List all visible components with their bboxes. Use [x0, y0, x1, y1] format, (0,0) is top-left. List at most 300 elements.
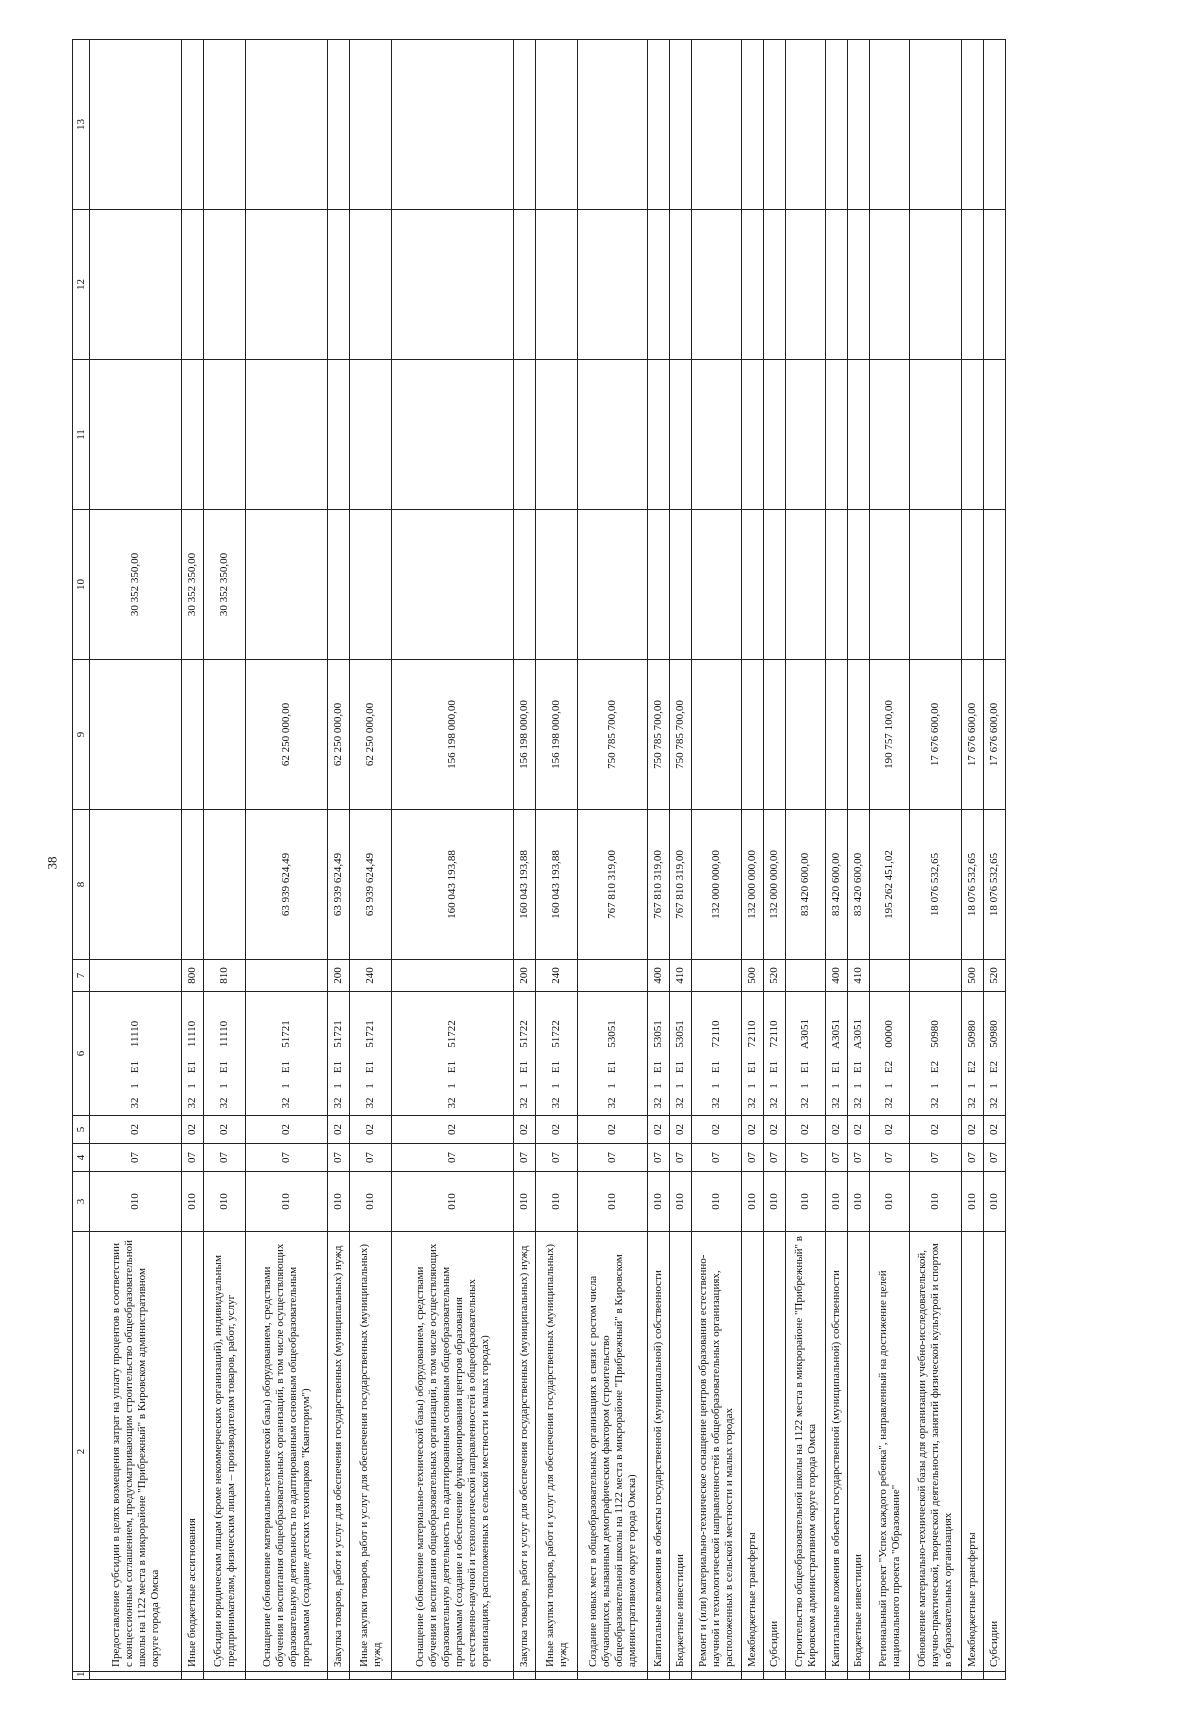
amount-col8: 63 939 624,49	[246, 810, 328, 960]
target-article-part: E1	[186, 1060, 198, 1074]
target-article-part: 1	[550, 1083, 562, 1089]
target-article-part: 32	[929, 1097, 941, 1109]
amount-col10	[648, 510, 670, 660]
amount-col12	[670, 210, 692, 360]
amount-col8: 18 076 532,65	[910, 810, 962, 960]
table-row	[962, 40, 984, 1680]
expense-type-code	[246, 960, 328, 992]
section-code: 07	[328, 1144, 350, 1172]
amount-col12	[962, 210, 984, 360]
target-article-part: 51721	[280, 1020, 292, 1048]
amount-col10	[692, 510, 742, 660]
amount-col9	[826, 660, 848, 810]
ministry-code: 010	[182, 1172, 204, 1232]
amount-col8: 63 939 624,49	[350, 810, 392, 960]
section-code: 07	[246, 1144, 328, 1172]
amount-col9: 62 250 000,00	[328, 660, 350, 810]
ministry-code: 010	[764, 1172, 786, 1232]
row-name: Закупка товаров, работ и услуг для обеспечения государственных (муниципальных) нужд	[328, 1232, 350, 1672]
target-article-code	[786, 992, 826, 1116]
table-row	[648, 40, 670, 1680]
target-article-code	[670, 992, 692, 1116]
amount-col10	[514, 510, 536, 660]
header-cell: 8	[73, 810, 90, 960]
target-article-part: 11110	[129, 1020, 141, 1048]
table-row	[246, 40, 328, 1680]
target-article-part: E2	[966, 1060, 978, 1074]
table-row	[328, 40, 350, 1680]
expense-type-code: 520	[764, 960, 786, 992]
target-article-code	[350, 992, 392, 1116]
row-number-cell	[910, 1672, 962, 1680]
amount-col12	[848, 210, 870, 360]
header-cell: 7	[73, 960, 90, 992]
amount-col13	[246, 40, 328, 210]
amount-col12	[984, 210, 1006, 360]
amount-col11	[204, 360, 246, 510]
amount-col13	[392, 40, 514, 210]
ministry-code: 010	[692, 1172, 742, 1232]
target-article-part: 51722	[446, 1020, 458, 1048]
row-number-cell	[182, 1672, 204, 1680]
row-name: Иные закупки товаров, работ и услуг для обеспечения государственных (муниципальных) нужд	[536, 1232, 578, 1672]
amount-col9: 17 676 600,00	[962, 660, 984, 810]
target-article-part: 32	[830, 1097, 842, 1109]
target-article-code	[246, 992, 328, 1116]
section-code: 07	[578, 1144, 648, 1172]
row-number-cell	[962, 1672, 984, 1680]
amount-col12	[742, 210, 764, 360]
row-name: Субсидии	[764, 1232, 786, 1672]
target-article-part: 32	[218, 1097, 230, 1109]
amount-col13	[90, 40, 182, 210]
subsection-code: 02	[826, 1116, 848, 1144]
target-article-part: E2	[988, 1060, 1000, 1074]
subsection-code: 02	[742, 1116, 764, 1144]
target-article-part: 11110	[218, 1020, 230, 1048]
row-number-cell	[204, 1672, 246, 1680]
row-name: Оснащение (обновление материально-технической базы) оборудованием, средствами обучения и воспитания общеобразовательных организаций, в том числе осуществляющих образовательную деятельность по адаптированным основным общеобразовательным программам (создание детских технопарков "Кванториум")	[246, 1232, 328, 1672]
target-article-part: 32	[746, 1097, 758, 1109]
amount-col13	[578, 40, 648, 210]
target-article-code	[826, 992, 848, 1116]
header-cell: 1	[73, 1672, 90, 1680]
row-name: Обновление материально-технической базы для организации учебно-исследовательской, научно-практической, творческой деятельности, занятий физической культурой и спортом в образовательных организациях	[910, 1232, 962, 1672]
amount-col8: 83 420 600,00	[848, 810, 870, 960]
amount-col9: 62 250 000,00	[350, 660, 392, 810]
amount-col8	[182, 810, 204, 960]
target-article-part: E1	[799, 1060, 811, 1074]
amount-col12	[536, 210, 578, 360]
expense-type-code	[392, 960, 514, 992]
row-number-cell	[870, 1672, 910, 1680]
table-row	[984, 40, 1006, 1680]
subsection-code: 02	[848, 1116, 870, 1144]
row-number-cell	[536, 1672, 578, 1680]
header-cell: 10	[73, 510, 90, 660]
amount-col8: 132 000 000,00	[692, 810, 742, 960]
target-article-code	[578, 992, 648, 1116]
target-article-part: 1	[129, 1083, 141, 1089]
amount-col12	[764, 210, 786, 360]
target-article-part: 1	[710, 1083, 722, 1089]
row-number-cell	[514, 1672, 536, 1680]
amount-col13	[742, 40, 764, 210]
target-article-part: 53051	[606, 1020, 618, 1048]
amount-col9	[764, 660, 786, 810]
table-row	[182, 40, 204, 1680]
row-number-cell	[984, 1672, 1006, 1680]
amount-col11	[578, 360, 648, 510]
expense-type-code: 500	[742, 960, 764, 992]
page-number: 38	[44, 856, 60, 870]
amount-col10	[392, 510, 514, 660]
section-code: 07	[910, 1144, 962, 1172]
target-article-code	[328, 992, 350, 1116]
amount-col10: 30 352 350,00	[182, 510, 204, 660]
target-article-part: 32	[518, 1097, 530, 1109]
target-article-code	[848, 992, 870, 1116]
target-article-code	[984, 992, 1006, 1116]
target-article-part: 1	[446, 1083, 458, 1089]
target-article-part: 32	[446, 1097, 458, 1109]
expense-type-code	[786, 960, 826, 992]
amount-col13	[692, 40, 742, 210]
target-article-part: 32	[129, 1097, 141, 1109]
ministry-code: 010	[392, 1172, 514, 1232]
amount-col11	[182, 360, 204, 510]
amount-col11	[648, 360, 670, 510]
amount-col12	[910, 210, 962, 360]
section-code: 07	[514, 1144, 536, 1172]
table-row	[764, 40, 786, 1680]
target-article-code	[392, 992, 514, 1116]
row-name: Иные закупки товаров, работ и услуг для обеспечения государственных (муниципальных) нужд	[350, 1232, 392, 1672]
table-row	[514, 40, 536, 1680]
table-row	[536, 40, 578, 1680]
amount-col13	[648, 40, 670, 210]
amount-col12	[246, 210, 328, 360]
target-article-part: 32	[988, 1097, 1000, 1109]
header-cell: 12	[73, 210, 90, 360]
amount-col10	[786, 510, 826, 660]
row-name: Бюджетные инвестиции	[670, 1232, 692, 1672]
amount-col13	[204, 40, 246, 210]
amount-col10	[350, 510, 392, 660]
amount-col9: 17 676 600,00	[984, 660, 1006, 810]
amount-col11	[962, 360, 984, 510]
target-article-part: 1	[364, 1083, 376, 1089]
target-article-part: E1	[674, 1060, 686, 1074]
amount-col11	[848, 360, 870, 510]
subsection-code: 02	[764, 1116, 786, 1144]
section-code: 07	[182, 1144, 204, 1172]
amount-col12	[870, 210, 910, 360]
row-number-cell	[328, 1672, 350, 1680]
table-row	[90, 40, 182, 1680]
section-code: 07	[786, 1144, 826, 1172]
section-code: 07	[962, 1144, 984, 1172]
table-body	[73, 40, 1006, 1680]
target-article-part: 1	[606, 1083, 618, 1089]
target-article-part: 32	[186, 1097, 198, 1109]
rotated-table-wrapper	[72, 40, 1172, 1680]
amount-col8: 132 000 000,00	[742, 810, 764, 960]
amount-col12	[392, 210, 514, 360]
ministry-code: 010	[514, 1172, 536, 1232]
amount-col8: 18 076 532,65	[984, 810, 1006, 960]
ministry-code: 010	[962, 1172, 984, 1232]
table-row	[742, 40, 764, 1680]
amount-col11	[764, 360, 786, 510]
target-article-part: E1	[606, 1060, 618, 1074]
target-article-part: 72110	[710, 1020, 722, 1048]
amount-col11	[536, 360, 578, 510]
amount-col8	[90, 810, 182, 960]
target-article-part: 1	[799, 1083, 811, 1089]
ministry-code: 010	[204, 1172, 246, 1232]
amount-col8: 63 939 624,49	[328, 810, 350, 960]
row-name: Ремонт и (или) материально-техническое оснащение центров образования естественно-научной и технологической направленностей в общеобразовательных организациях, расположенных в сельской местности и малых городах	[692, 1232, 742, 1672]
target-article-part: 1	[186, 1083, 198, 1089]
target-article-part: 51722	[550, 1020, 562, 1048]
amount-col9	[742, 660, 764, 810]
ministry-code: 010	[786, 1172, 826, 1232]
row-name: Бюджетные инвестиции	[848, 1232, 870, 1672]
header-cell: 2	[73, 1232, 90, 1672]
amount-col12	[328, 210, 350, 360]
amount-col11	[514, 360, 536, 510]
header-cell: 5	[73, 1116, 90, 1144]
row-number-cell	[670, 1672, 692, 1680]
target-article-code	[514, 992, 536, 1116]
target-article-part: E1	[550, 1060, 562, 1074]
amount-col9: 750 785 700,00	[578, 660, 648, 810]
target-article-part: E1	[746, 1060, 758, 1074]
section-code: 07	[90, 1144, 182, 1172]
target-article-part: 50980	[929, 1020, 941, 1048]
ministry-code: 010	[90, 1172, 182, 1232]
target-article-part: А3051	[799, 1019, 811, 1049]
subsection-code: 02	[984, 1116, 1006, 1144]
table-row	[826, 40, 848, 1680]
row-number-cell	[246, 1672, 328, 1680]
target-article-part: 1	[518, 1083, 530, 1089]
target-article-part: 72110	[746, 1020, 758, 1048]
amount-col12	[182, 210, 204, 360]
amount-col8: 195 262 451,02	[870, 810, 910, 960]
target-article-part: 32	[710, 1097, 722, 1109]
ministry-code: 010	[578, 1172, 648, 1232]
section-code: 07	[350, 1144, 392, 1172]
header-row	[73, 40, 90, 1680]
expense-type-code	[692, 960, 742, 992]
section-code: 07	[826, 1144, 848, 1172]
amount-col8: 160 043 193,88	[536, 810, 578, 960]
ministry-code: 010	[826, 1172, 848, 1232]
ministry-code: 010	[350, 1172, 392, 1232]
ministry-code: 010	[848, 1172, 870, 1232]
target-article-part: E1	[518, 1060, 530, 1074]
row-number-cell	[786, 1672, 826, 1680]
amount-col11	[984, 360, 1006, 510]
amount-col10	[670, 510, 692, 660]
target-article-code	[910, 992, 962, 1116]
target-article-part: 32	[280, 1097, 292, 1109]
row-name: Субсидии	[984, 1232, 1006, 1672]
table-row	[392, 40, 514, 1680]
row-name: Создание новых мест в общеобразовательных организациях в связи с ростом числа обучающихся, вызванным демографическим фактором (строительство общеобразовательной школы на 1122 места в микрорайоне "Прибрежный" в Кировском административном округе города Омска)	[578, 1232, 648, 1672]
target-article-part: 51721	[364, 1020, 376, 1048]
amount-col8: 18 076 532,65	[962, 810, 984, 960]
amount-col11	[246, 360, 328, 510]
amount-col11	[692, 360, 742, 510]
section-code: 07	[536, 1144, 578, 1172]
table-row	[692, 40, 742, 1680]
amount-col9	[90, 660, 182, 810]
amount-col10: 30 352 350,00	[90, 510, 182, 660]
amount-col13	[984, 40, 1006, 210]
amount-col9: 156 198 000,00	[392, 660, 514, 810]
amount-col11	[910, 360, 962, 510]
row-number-cell	[692, 1672, 742, 1680]
section-code: 07	[692, 1144, 742, 1172]
amount-col11	[870, 360, 910, 510]
target-article-part: E1	[364, 1060, 376, 1074]
target-article-part: 1	[988, 1083, 1000, 1089]
ministry-code: 010	[536, 1172, 578, 1232]
header-cell: 13	[73, 40, 90, 210]
subsection-code: 02	[786, 1116, 826, 1144]
amount-col11	[392, 360, 514, 510]
amount-col13	[786, 40, 826, 210]
subsection-code: 02	[392, 1116, 514, 1144]
target-article-code	[870, 992, 910, 1116]
target-article-part: 53051	[652, 1020, 664, 1048]
row-name: Межбюджетные трансферты	[742, 1232, 764, 1672]
amount-col11	[786, 360, 826, 510]
amount-col10	[870, 510, 910, 660]
amount-col9	[692, 660, 742, 810]
amount-col13	[350, 40, 392, 210]
target-article-part: 32	[966, 1097, 978, 1109]
amount-col12	[90, 210, 182, 360]
target-article-part: 32	[852, 1097, 864, 1109]
expense-type-code	[578, 960, 648, 992]
amount-col13	[670, 40, 692, 210]
amount-col10	[246, 510, 328, 660]
budget-table	[72, 39, 1006, 1680]
table-row	[204, 40, 246, 1680]
row-name: Капитальные вложения в объекты государственной (муниципальной) собственности	[826, 1232, 848, 1672]
amount-col11	[328, 360, 350, 510]
subsection-code: 02	[328, 1116, 350, 1144]
ministry-code: 010	[648, 1172, 670, 1232]
ministry-code: 010	[910, 1172, 962, 1232]
amount-col12	[692, 210, 742, 360]
target-article-part: 50980	[988, 1020, 1000, 1048]
subsection-code: 02	[182, 1116, 204, 1144]
amount-col8: 83 420 600,00	[786, 810, 826, 960]
table-row	[848, 40, 870, 1680]
subsection-code: 02	[350, 1116, 392, 1144]
section-code: 07	[670, 1144, 692, 1172]
target-article-part: 32	[768, 1097, 780, 1109]
ministry-code: 010	[246, 1172, 328, 1232]
target-article-part: 32	[606, 1097, 618, 1109]
amount-col12	[514, 210, 536, 360]
expense-type-code: 240	[350, 960, 392, 992]
amount-col12	[648, 210, 670, 360]
row-name: Строительство общеобразовательной школы на 1122 места в микрорайоне "Прибрежный" в Кировском административном округе города Омска	[786, 1232, 826, 1672]
expense-type-code	[870, 960, 910, 992]
target-article-code	[90, 992, 182, 1116]
amount-col11	[826, 360, 848, 510]
row-name: Оснащение (обновление материально-технической базы) оборудованием, средствами обучения и воспитания общеобразовательных организаций, в том числе осуществляющих образовательную деятельность по адаптированным основным общеобразовательным программам (создание и обеспечение функционирования центров образования естественно-научной и технологической направленностей в общеобразовательных организациях, расположенных в сельской местности и малых городах)	[392, 1232, 514, 1672]
ministry-code: 010	[742, 1172, 764, 1232]
amount-col9: 156 198 000,00	[536, 660, 578, 810]
target-article-part: E1	[446, 1060, 458, 1074]
header-cell: 6	[73, 992, 90, 1116]
amount-col13	[962, 40, 984, 210]
target-article-part: 32	[799, 1097, 811, 1109]
expense-type-code: 520	[984, 960, 1006, 992]
expense-type-code: 400	[826, 960, 848, 992]
target-article-part: А3051	[830, 1019, 842, 1049]
target-article-part: E1	[332, 1060, 344, 1074]
target-article-part: E1	[218, 1060, 230, 1074]
section-code: 07	[984, 1144, 1006, 1172]
amount-col8: 132 000 000,00	[764, 810, 786, 960]
target-article-part: 72110	[768, 1020, 780, 1048]
row-number-cell	[742, 1672, 764, 1680]
target-article-part: 32	[883, 1097, 895, 1109]
amount-col11	[742, 360, 764, 510]
subsection-code: 02	[536, 1116, 578, 1144]
amount-col9	[182, 660, 204, 810]
subsection-code: 02	[670, 1116, 692, 1144]
amount-col13	[910, 40, 962, 210]
amount-col10	[742, 510, 764, 660]
expense-type-code: 500	[962, 960, 984, 992]
target-article-part: 1	[652, 1083, 664, 1089]
amount-col13	[870, 40, 910, 210]
target-article-part: 00000	[883, 1020, 895, 1048]
amount-col9: 190 757 100,00	[870, 660, 910, 810]
row-name: Региональный проект "Успех каждого ребенка", направленный на достижение целей национального проекта "Образование"	[870, 1232, 910, 1672]
target-article-part: E1	[710, 1060, 722, 1074]
target-article-part: 11110	[186, 1020, 198, 1048]
subsection-code: 02	[578, 1116, 648, 1144]
amount-col10	[848, 510, 870, 660]
header-cell: 4	[73, 1144, 90, 1172]
target-article-code	[962, 992, 984, 1116]
expense-type-code: 410	[848, 960, 870, 992]
subsection-code: 02	[962, 1116, 984, 1144]
amount-col8	[204, 810, 246, 960]
amount-col9: 156 198 000,00	[514, 660, 536, 810]
ministry-code: 010	[670, 1172, 692, 1232]
table-row	[350, 40, 392, 1680]
target-article-part: 32	[364, 1097, 376, 1109]
amount-col13	[328, 40, 350, 210]
target-article-part: 1	[966, 1083, 978, 1089]
row-name: Субсидии юридическим лицам (кроме некоммерческих организаций), индивидуальным предпринимателям, физическим лицам – производителям товаров, работ, услуг	[204, 1232, 246, 1672]
row-number-cell	[648, 1672, 670, 1680]
target-article-part: 1	[830, 1083, 842, 1089]
expense-type-code: 240	[536, 960, 578, 992]
expense-type-code: 200	[328, 960, 350, 992]
